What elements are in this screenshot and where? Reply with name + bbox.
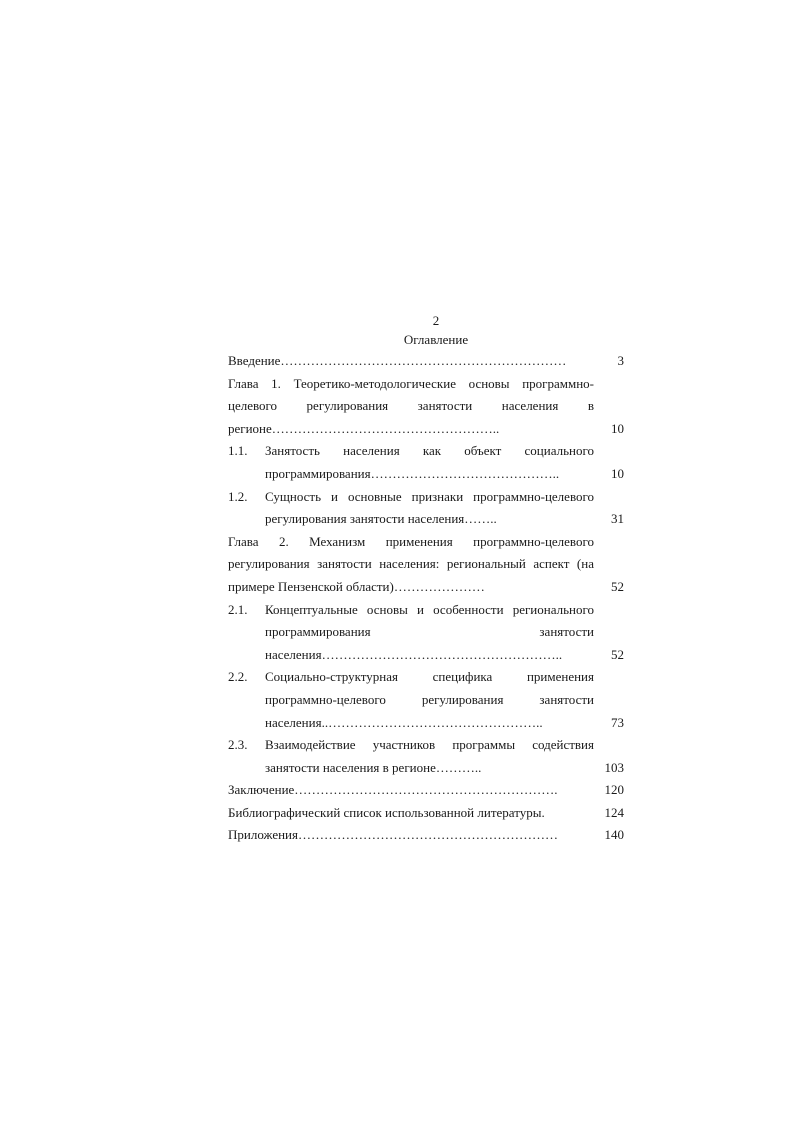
table-of-contents — [228, 350, 624, 847]
section-number: 2.2. — [228, 669, 248, 685]
section-number: 2.3. — [228, 737, 248, 753]
toc-entry-section-2-3[interactable]: 2.3. Взаимодействие участников программы содействия занятости населения в регионе……….. 103 — [228, 734, 624, 779]
toc-page-number: 10 — [611, 465, 624, 481]
toc-entry-section-1-1[interactable]: 1.1. Занятость населения как объект социального программирования…………………………………….. 10 — [228, 440, 624, 485]
section-number: 1.2. — [228, 488, 248, 504]
toc-title: Оглавление — [403, 332, 469, 347]
toc-page-number: 10 — [611, 420, 624, 436]
toc-entry-intro[interactable]: Введение………………………………………………………… 3 — [228, 350, 624, 373]
section-number: 1.1. — [228, 443, 248, 459]
section-number: 2.1. — [228, 601, 248, 617]
toc-entry-section-2-1[interactable]: 2.1. Концептуальные основы и особенности регионального программирования занятости населения……………………………………………….. 52 — [228, 599, 624, 667]
toc-page-number: 52 — [611, 578, 624, 594]
toc-page-number: 73 — [611, 714, 624, 730]
page-number: 2 — [432, 313, 440, 328]
toc-entry-chapter-2[interactable]: Глава 2. Механизм применения программно-целевого регулирования занятости населения: региональный аспект (на примере Пензенской области)………………… 52 — [228, 531, 624, 599]
toc-page-number: 103 — [604, 759, 624, 775]
toc-page-number: 31 — [611, 511, 624, 527]
toc-entry-chapter-1[interactable]: Глава 1. Теоретико-методологические основы программно- целевого регулирования занятости населения в регионе…………………………………………….. 10 — [228, 373, 624, 441]
toc-entry-section-1-2[interactable]: 1.2. Сущность и основные признаки программно-целевого регулирования занятости населения…….. 31 — [228, 486, 624, 531]
toc-page-number: 3 — [617, 353, 624, 368]
toc-entry-conclusion[interactable]: Заключение……………………………………………………. 120 — [228, 779, 624, 802]
toc-page-number: 140 — [604, 827, 624, 843]
toc-page-number: 120 — [604, 782, 624, 798]
toc-entry-appendices[interactable]: Приложения…………………………………………………… 140 — [228, 824, 624, 847]
toc-entry-section-2-2[interactable]: 2.2. Социально-структурная специфика применения программно-целевого регулирования занятости населения..………………………………………….. 73 — [228, 666, 624, 734]
toc-page-number: 124 — [604, 804, 624, 820]
toc-entry-bibliography[interactable]: Библиографический список использованной литературы. 124 — [228, 802, 624, 825]
toc-page-number: 52 — [611, 646, 624, 662]
